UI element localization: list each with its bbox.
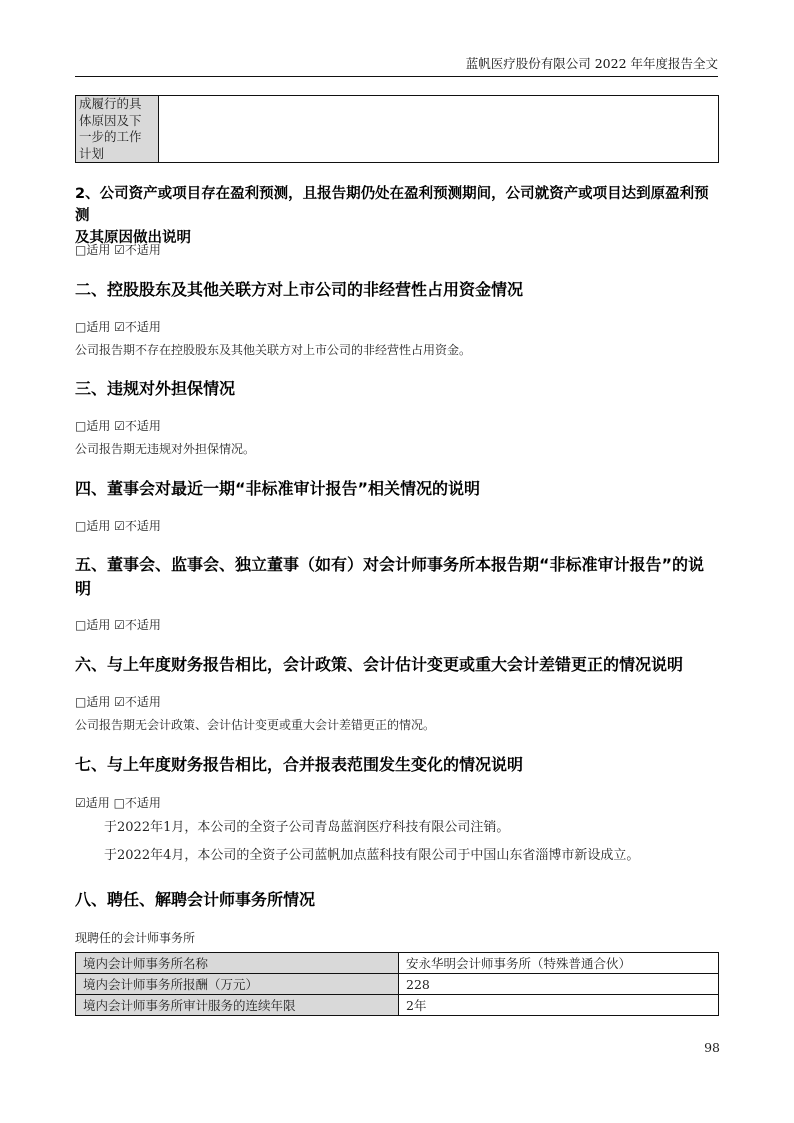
applicability-status: [75, 617, 720, 633]
scope-change-paragraph: 于2022年4月，本公司的全资子公司蓝帆加点蓝科技有限公司于中国山东省淄博市新设成立。: [104, 848, 640, 863]
applicability-status: [75, 795, 720, 811]
section-subtitle: 现聘任的会计师事务所: [75, 931, 196, 945]
applicable-checkbox: □适用: [75, 419, 111, 433]
not-applicable-checkbox: ☑不适用: [114, 695, 161, 709]
table-key: 境内会计师事务所审计服务的连续年限: [76, 995, 399, 1016]
section-heading: 四、董事会对最近一期“非标准审计报告”相关情况的说明: [75, 479, 481, 498]
not-applicable-checkbox: ☑不适用: [114, 243, 161, 257]
label-line: 一步的工作: [79, 129, 142, 144]
applicable-checkbox: □适用: [75, 320, 111, 334]
section-heading: 三、违规对外担保情况: [75, 379, 236, 398]
scope-change-paragraph: 于2022年1月，本公司的全资子公司青岛蓝润医疗科技有限公司注销。: [104, 820, 510, 835]
not-applicable-checkbox: ☑不适用: [114, 320, 161, 334]
applicable-checkbox: □适用: [75, 519, 111, 533]
table-value-cell: [159, 96, 719, 163]
section-heading: 八、聘任、解聘会计师事务所情况: [75, 890, 316, 909]
applicable-checkbox: □适用: [75, 695, 111, 709]
applicable-checkbox: □适用: [75, 243, 111, 257]
section-note: 公司报告期无会计政策、会计估计变更或重大会计差错更正的情况。: [75, 718, 436, 732]
table-value: 安永华明会计师事务所（特殊普通合伙）: [399, 953, 719, 974]
applicability-status: [75, 418, 720, 434]
applicability-status: [75, 518, 720, 534]
applicable-checkbox: ☑适用: [75, 796, 110, 810]
section-heading: [75, 183, 720, 249]
not-applicable-checkbox: □不适用: [113, 796, 161, 810]
applicability-status: [75, 242, 720, 258]
heading-line: 2、公司资产或项目存在盈利预测，且报告期仍处在盈利预测期间，公司就资产或项目达到原盈利预测: [75, 186, 709, 224]
table-row: [76, 974, 719, 995]
label-line: 成履行的具: [79, 96, 142, 111]
section-heading: 二、控股股东及其他关联方对上市公司的非经营性占用资金情况: [75, 280, 524, 299]
section-heading: 六、与上年度财务报告相比，会计政策、会计估计变更或重大会计差错更正的情况说明: [75, 655, 684, 674]
label-line: 计划: [79, 145, 105, 161]
table-row: [76, 953, 719, 974]
heading-line: 及其原因做出说明: [75, 230, 191, 246]
unfulfilled-commitment-table: [75, 95, 719, 163]
section-profit-forecast: [75, 183, 720, 249]
applicable-checkbox: □适用: [75, 618, 111, 632]
table-value: 2年: [399, 995, 719, 1016]
applicability-status: [75, 319, 720, 335]
table-label-cell: [76, 96, 159, 163]
table-key: 境内会计师事务所报酬（万元）: [76, 974, 399, 995]
table-value: 228: [399, 974, 719, 995]
table-key: 境内会计师事务所名称: [76, 953, 399, 974]
page-header: 蓝帆医疗股份有限公司 2022 年年度报告全文: [75, 54, 718, 77]
applicability-status: [75, 694, 720, 710]
not-applicable-checkbox: ☑不适用: [114, 519, 161, 533]
not-applicable-checkbox: ☑不适用: [114, 618, 161, 632]
not-applicable-checkbox: ☑不适用: [114, 419, 161, 433]
auditor-table: [75, 952, 719, 1016]
section-note: 公司报告期无违规对外担保情况。: [75, 442, 256, 456]
section-heading: 七、与上年度财务报告相比，合并报表范围发生变化的情况说明: [75, 755, 524, 774]
section-heading: [75, 553, 720, 601]
section-note: 公司报告期不存在控股股东及其他关联方对上市公司的非经营性占用资金。: [75, 343, 472, 357]
heading-line: 五、董事会、监事会、独立董事（如有）对会计师事务所本报告期“非标准审计报告”的说: [75, 555, 705, 574]
heading-line: 明: [75, 579, 92, 598]
label-line: 体原因及下: [79, 112, 142, 128]
page-number: 98: [704, 1040, 720, 1055]
table-row: [76, 995, 719, 1016]
